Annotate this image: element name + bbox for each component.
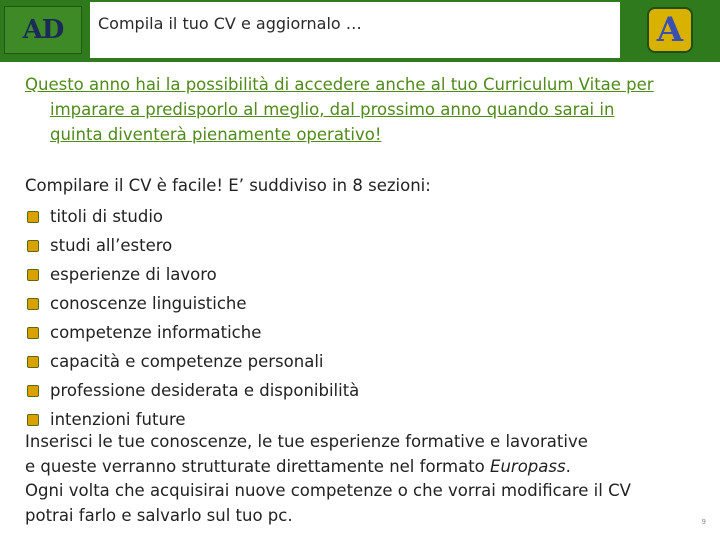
intro-paragraph [25, 72, 715, 147]
page-title: Compila il tuo CV e aggiornalo … [98, 14, 362, 33]
list-item-label: conoscenze linguistiche [50, 294, 247, 313]
bullet-icon [27, 327, 39, 339]
list-item-label: studi all’estero [50, 236, 173, 255]
title-panel [90, 2, 620, 58]
list-item-label: professione desiderata e disponibilità [50, 381, 360, 400]
bullet-icon [27, 240, 39, 252]
list-item-label: capacità e competenze personali [50, 352, 324, 371]
bullet-icon [27, 298, 39, 310]
list-item [25, 202, 359, 231]
closing-line-2-text: e queste verranno strutturate direttamente nel formato [25, 456, 491, 476]
intro-line-3: quinta diventerà pienamente operativo! [50, 125, 382, 144]
list-item [25, 231, 359, 260]
logo [4, 6, 82, 54]
header-bar [0, 0, 720, 62]
logo-text: AD [22, 15, 64, 45]
intro-line-2: imparare a predisporlo al meglio, dal prossimo anno quando sarai in [50, 100, 615, 119]
sections-heading: Compilare il CV è facile! E’ suddiviso in 8 sezioni: [25, 176, 431, 195]
list-item-label: esperienze di lavoro [50, 265, 217, 284]
bullet-icon [27, 414, 39, 426]
closing-line-1: Inserisci le tue conoscenze, le tue esperienze formative e lavorative [25, 432, 588, 451]
closing-paragraph [25, 430, 705, 528]
list-item [25, 318, 359, 347]
list-item [25, 376, 359, 405]
list-item-label: titoli di studio [50, 207, 164, 226]
intro-line-1: Questo anno hai la possibilità di accedere anche al tuo Curriculum Vitae per [25, 75, 654, 94]
app-logo-letter: A [656, 10, 684, 50]
closing-line-2-end: . [565, 456, 571, 476]
header-right [624, 2, 716, 58]
bullet-icon [27, 211, 39, 223]
list-item [25, 260, 359, 289]
bullet-icon [27, 269, 39, 281]
bullet-icon [27, 385, 39, 397]
list-item [25, 347, 359, 376]
closing-line-2 [25, 455, 705, 480]
app-logo-icon [647, 7, 693, 53]
europass-term: Europass [490, 456, 566, 476]
closing-line-3: Ogni volta che acquisirai nuove competenze o che vorrai modificare il CV [25, 481, 631, 500]
bullet-icon [27, 356, 39, 368]
list-item-label: competenze informatiche [50, 323, 262, 342]
page-number: 9 [701, 518, 706, 526]
section-list [25, 202, 359, 434]
closing-line-4: potrai farlo e salvarlo sul tuo pc. [25, 505, 293, 525]
list-item [25, 289, 359, 318]
list-item-label: intenzioni future [50, 410, 186, 429]
